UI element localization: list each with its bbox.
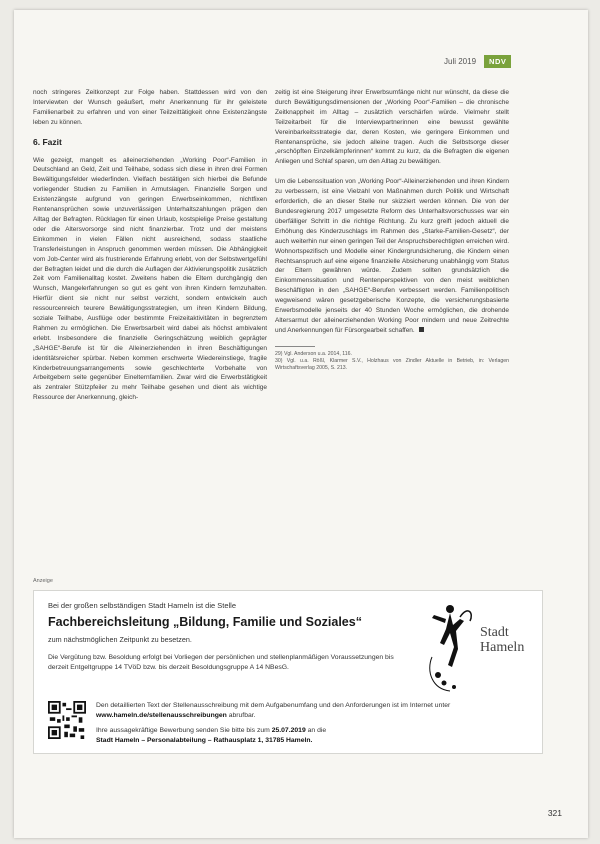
ad-subtitle: zum nächstmöglichen Zeitpunkt zu besetzen. <box>48 635 192 644</box>
right-column <box>275 88 509 372</box>
intro-paragraph: noch stringeres Zeitkonzept zur Folge haben. Stattdessen wird von den Interviewten der Wunsch geäußert, mehr Anerkennung für ihr geleistete Familienarbeit zu erfahren und von einer Teilzeittätigkeit ohne Existenzängste leben zu können. <box>33 89 267 126</box>
link-info: Den detaillierten Text der Stellenausschreibung mit dem Aufgabenumfang und den Anforderungen ist im Internet unter www.hameln.de/stellenausschreibungen abrufbar. <box>96 702 451 719</box>
publication-badge: NDV <box>484 55 511 68</box>
section-heading: 6. Fazit <box>33 136 62 147</box>
paragraph-text: Um die Lebenssituation von „Working Poor“-Alleinerziehenden und ihren Kindern zu verbessern, ist eine Vielzahl von Maßnahmen durch Politik und Wirtschaft erforderlich, die an dieser Stelle nur skizziert werden können. Die von der Bundesregierung 2017 umgesetzte Reform des Unterhaltsvorschusses war ein überfälliger Schritt in die richtige Richtung. Zu kurz greift jedoch aktuell die Erhöhung des Kinderzuschlags im Rahmen des „Starke-Familien-Gesetz“, der auch weiterhin nur einen geringen Teil der Anspruchsberechtigten erreichen wird. Wohnortspezifisch und Modelle einer Kindergrundsicherung, die Kindern einen Rechtsanspruch auf eine eigene finanzielle Absicherung unabhängig vom Status der Eltern gewähren würde. Zudem sollten grundsätzlich die Einkommenssituation und Rentenperspektiven von den meist weiblichen Beschäftigten in den „SAHGE“-Berufen verbessert werden. Familienpolitisch wegweisend wären gesetzgeberische Konzepte, die versicherungsbasierte Erwerbsmodelle jenseits der 40 Stunden Woche ermöglichen, die drohende Altersarmut der alleinerziehenden Working Poor mindern und neue Zeitrechte und Anerkennungen für Fürsorgearbeit schaffen. <box>275 178 509 334</box>
issue-date: Juli 2019 <box>444 57 477 66</box>
application-info <box>96 701 476 751</box>
footnote: 29) Vgl. Anderson u.a. 2014, 116. <box>275 350 352 357</box>
ad-label: Anzeige <box>33 578 53 584</box>
apply-address: Stadt Hameln – Personalabteilung – Rathausplatz 1, 31785 Hameln. <box>96 736 313 744</box>
ad-body: Die Vergütung bzw. Besoldung erfolgt bei Vorliegen der persönlichen und stellenplanmäßigen Voraussetzungen bis derzeit Entgeltgruppe 14 TVöD bzw. bis derzeit Besoldungsgruppe A 14 NBesG. <box>48 654 394 671</box>
footnotes <box>275 351 509 372</box>
body-paragraph: Wie gezeigt, mangelt es alleinerziehenden „Working Poor“-Familien in Deutschland an Geld, Zeit und Teilhabe, sodass sich diese in ihren drei Formen Bewältigungsfelder wiederfinden. Vielfach bestätigen sich hierbei die Befunde vorliegender Studien zu Familien in Armutslagen. Finanzielle Sorgen und Existenzängste aufgrund von geringen Erwerbseinkommen, nichtfixen Rentenansprüchen sowie unzuverlässigen Unterhaltszahlungen prägen den Alltag der Befragten. Rücklagen für einen Urlaub, kostspielige Preise gestaltung oder die Altersvorsorge sind nicht finanzierbar. Trotz und der meistens Einkommen in vielen Fällen nicht ausreichend, sodass staatliche Transferleistungen in Anspruch genommen werden müssen. Die Abhängigkeit vom Job-Center wird als frustrierende Erfahrung erlebt, von der Selbstwertgefühl der Befragten leidet und die durch die Auflagen der Aktivierungspolitik zusätzlich Zeit vom Familienalltag kostet. Zweitens haben die Eltern durchgängig den Wunsch, Mangelerfahrungen so gut es geht von ihren Kindern fernzuhalten. Hierfür dient sie nicht nur selbst verzicht, sondern entwickeln auch ressourcenreich teurere Bewältigungsstrategien, um ihren Kindern Bildung, soziale Teilhabe, Ausflüge oder bestimmte Freizeitaktivitäten in begrenztem Rahmen zu ermöglichen. Die Erwerbsarbeit wird dabei als höchst ambivalent erlebt. Insbesondere die finanzielle Geringschätzung weiblich geprägter „SAHGE“-Berufe ist für die Alleinerziehenden in ihren Beschäftigungen identitätsreicher spürbar. Neben kommen erschwerte Wiedereinstiege, fragile Kinderbetreuungsarrangements sowie geschlechterte Vorbehalte von Arbeitgebern seite gegenüber Einelternfamilien. Zwar wird die Erwerbstätigkeit als zentraler Stützpfeiler zu mehr Teilhabe gesehen und dient als wichtige Ressource der Anerkennung, gleich- <box>33 156 267 402</box>
apply-info: Ihre aussagekräftige Bewerbung senden Sie bitte bis zum 25.07.2019 an die Stadt Hameln – Personalabteilung – Rathausplatz 1, 31785 Hameln. <box>96 727 327 744</box>
job-link[interactable]: www.hameln.de/stellenausschreibungen <box>96 711 227 719</box>
pied-piper-icon <box>420 595 480 695</box>
page-header <box>444 55 511 68</box>
ad-title: Fachbereichsleitung „Bildung, Familie und Soziales“ <box>48 615 362 629</box>
footnote-divider <box>275 346 315 347</box>
job-advertisement <box>33 590 543 754</box>
body-paragraph-2 <box>275 177 509 336</box>
page-number: 321 <box>547 808 562 818</box>
footnote: 30) Vgl. u.a. Rößl, Klarmer S.V., Holzhaus von Zindler Aktuelle in Betrieb, in: Verlagen Wirtschaftsverlag 2005, S. 213. <box>275 357 509 371</box>
end-of-article-mark <box>419 327 424 332</box>
stadt-hameln-logo <box>420 595 532 695</box>
logo-wordmark <box>480 625 524 655</box>
qr-code-icon[interactable] <box>48 701 86 739</box>
qr-row <box>48 701 476 751</box>
logo-line: Hameln <box>480 640 525 655</box>
body-paragraph-1: zeitig ist eine Steigerung ihrer Erwerbsumfänge nicht nur wünscht, da diese die durch Bewältigungsdimensionen der „Working Poor“-Familien – die chronische Zeitknappheit im Alltag – zusätzlich verschärfen würde. Vielmehr stellt Teilzeitarbeit für die Interviewpartnerinnen eine bewusst gewählte Vereinbarkeitsstrategie dar, deren Kosten, wie geringere Einkommen und Rentenansprüche, sie jedoch alleine tragen. Auch die Selbstsorge dieser „erschöpften Einzelkämpferinnen“ kommt zu kurz, da die Befragten die eigenen Anliegen und Schlaf sparen, um den Alltag zu bewältigen. <box>275 89 509 166</box>
ad-intro: Bei der großen selbständigen Stadt Hameln ist die Stelle <box>48 601 237 610</box>
deadline-date: 25.07.2019 <box>271 727 306 734</box>
logo-line: Stadt <box>480 625 509 640</box>
left-column <box>33 88 267 413</box>
